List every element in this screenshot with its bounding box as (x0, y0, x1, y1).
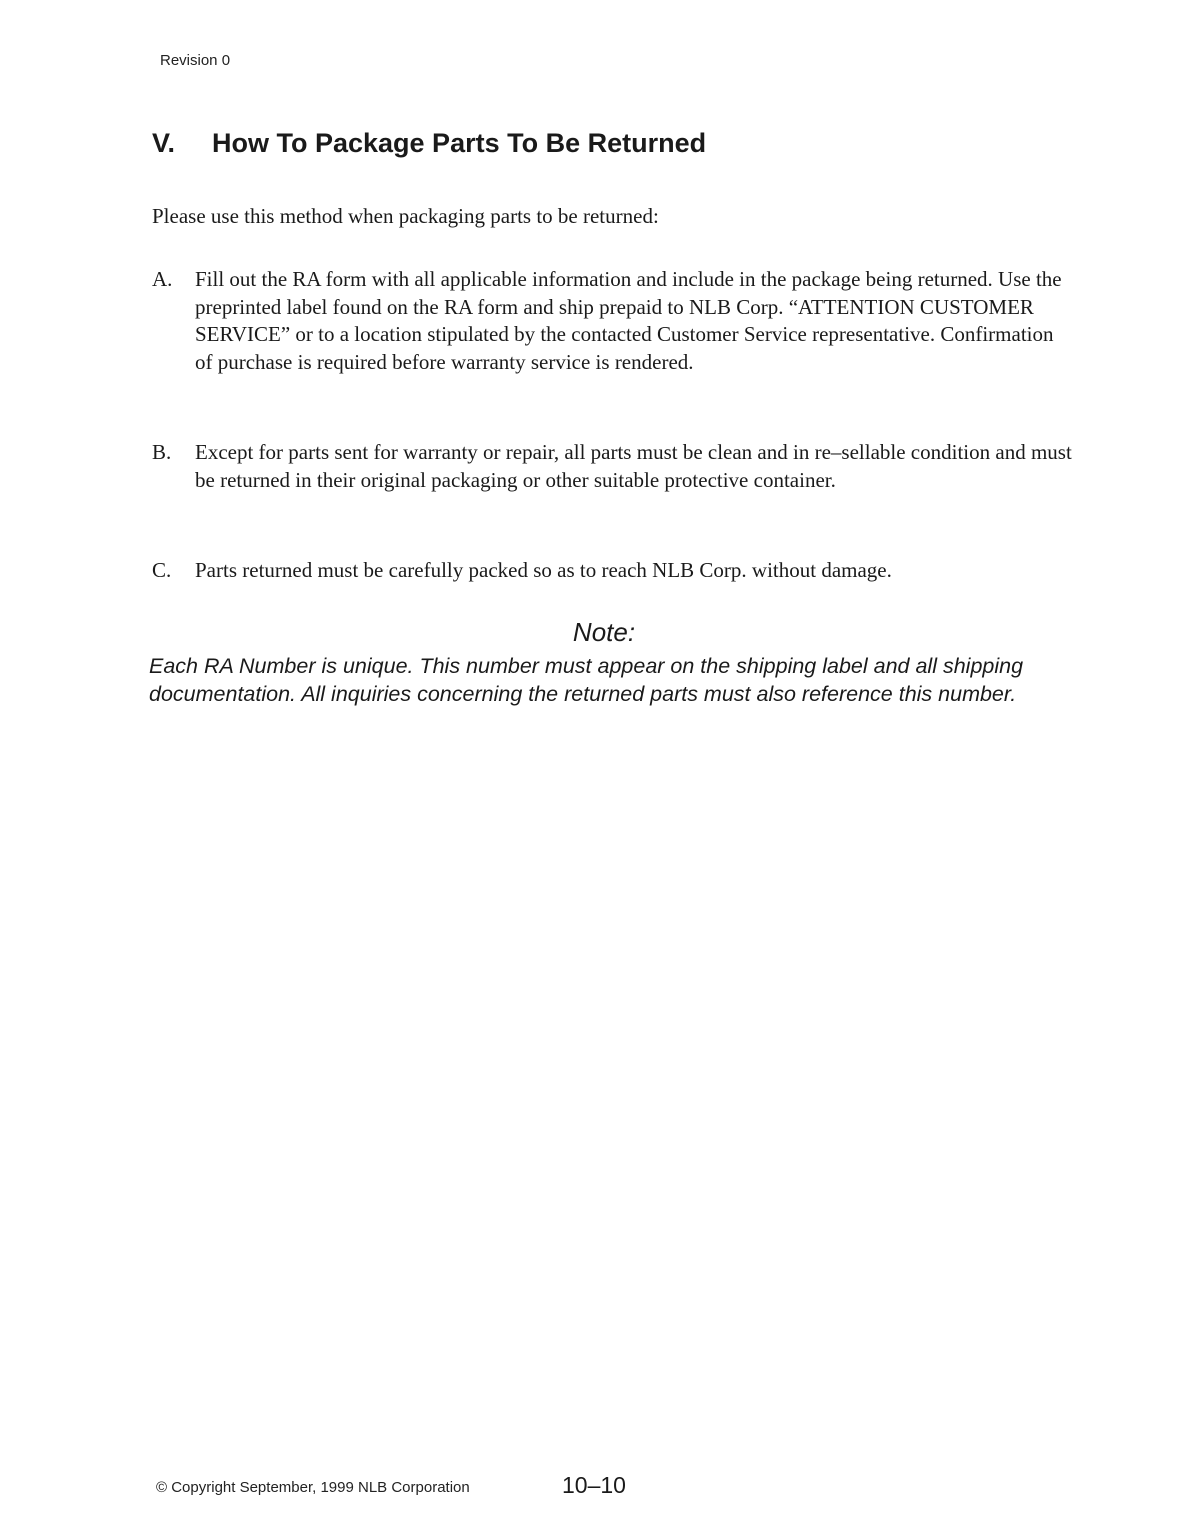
list-item-letter: B. (152, 440, 172, 464)
list-item-letter: A. (152, 267, 173, 291)
list-item-text: Except for parts sent for warranty or repair, all parts must be clean and in re–sellable condition and must be returned in their original packaging or other suitable protective container. (195, 440, 1072, 492)
list-item-text: Fill out the RA form with all applicable information and include in the package being returned. Use the preprinted label found on the RA form and ship prepaid to NLB Corp. “ATTENTION CUSTOMER SERVICE” or to a location stipulated by the contacted Customer Service representative. Confirmation of purchase is required before warranty service is rendered. (195, 267, 1062, 374)
list-item-letter: C. (152, 558, 172, 582)
revision-label: Revision 0 (160, 52, 231, 69)
list-item-text: Parts returned must be carefully packed so as to reach NLB Corp. without damage. (195, 558, 892, 582)
intro-paragraph: Please use this method when packaging parts to be returned: (152, 204, 659, 228)
section-title: How To Package Parts To Be Returned (212, 128, 707, 158)
section-number: V. (152, 128, 176, 158)
note-body: Each RA Number is unique. This number must appear on the shipping label and all shipping documentation. All inquiries concerning the returned parts must also reference this number. (149, 654, 1024, 706)
footer-copyright: © Copyright September, 1999 NLB Corporation (156, 1479, 470, 1496)
section-heading (152, 128, 706, 159)
note-heading: Note: (572, 617, 636, 647)
list-item-c (152, 557, 1072, 585)
list-item-a (152, 266, 1072, 376)
page-number: 10–10 (562, 1472, 626, 1498)
list-item-b (152, 439, 1072, 494)
